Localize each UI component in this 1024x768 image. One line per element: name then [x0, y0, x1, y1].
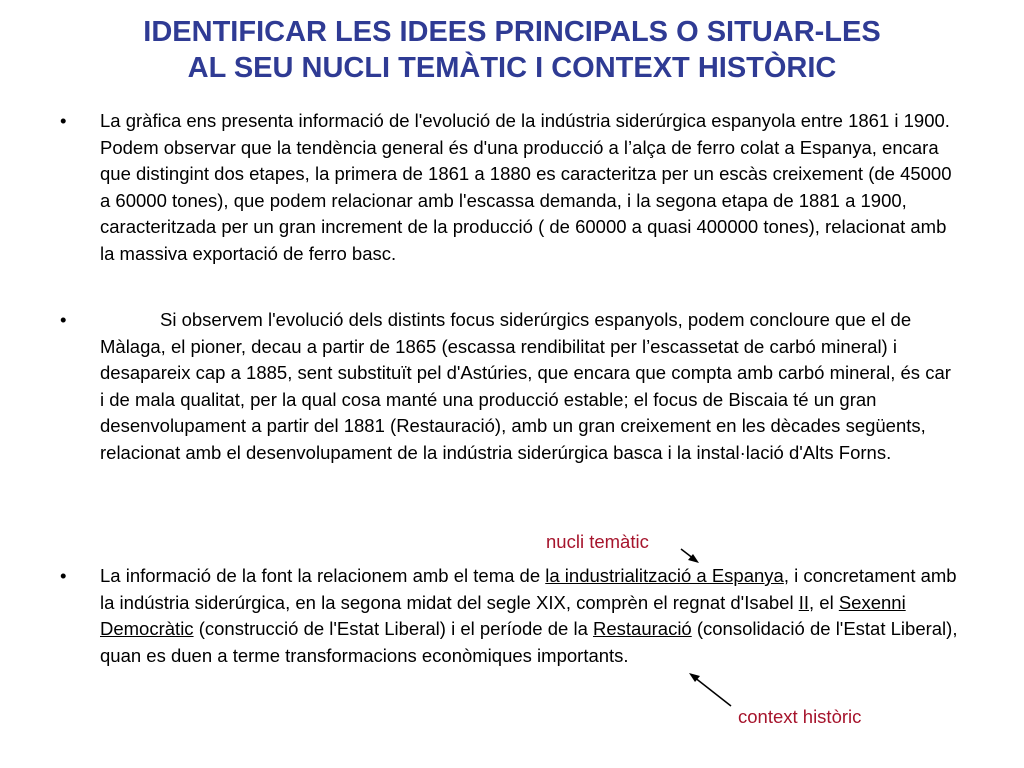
bullet-text-part: (construcció de l'Estat Liberal) i el període de la — [193, 618, 593, 639]
bullet-text: Si observem l'evolució dels distints focus siderúrgics espanyols, podem concloure que el de Màlaga, el pioner, decau a partir de 1865 (escassa rendibilitat per l’escassetat de carbó mineral) i desapareix cap a 1885, sent substituït pel d'Astúries, que encara que compta amb carbó mineral, és car i de mala qualitat, per la qual cosa manté una producció estable; el focus de Biscaia té un gran desenvolupament a partir del 1881 (Restauració), amb un gran creixement en les dècades següents, relacionat amb el desenvolupament de la indústria siderúrgica basca i la instal·lació d'Alts Forns. — [100, 309, 951, 463]
bullet-text-part: La informació de la font la relacionem amb el tema de — [100, 565, 546, 586]
arrow-nucli-icon — [681, 549, 699, 563]
bullet-text-part: , i concretament amb la indústria siderúrgica, en la segona midat del segle XIX, comprèn el regnat d'Isabel — [100, 565, 957, 613]
underlined-isabel-ii: II — [798, 591, 809, 613]
bullet-dot-icon: • — [60, 565, 67, 586]
annotation-nucli-tematic: nucli temàtic — [546, 531, 649, 552]
underlined-sexenni: Sexenni Democràtic — [100, 591, 906, 639]
bullet-text-part: (consolidació de l'Estat Liberal), quan es duen a terme transformacions econòmiques importants. — [100, 618, 958, 666]
bullet-dot-icon: • — [60, 110, 67, 131]
underlined-restauracio: Restauració — [593, 618, 692, 639]
annotation-context-historic: context històric — [738, 706, 862, 727]
underlined-topic-industrialization: la industrialització a Espanya — [545, 565, 784, 586]
bullet-text: La gràfica ens presenta informació de l'evolució de la indústria siderúrgica espanyola entre 1861 i 1900. Podem observar que la tendència general és d'una producció a l’alça de ferro colat a Espanya, encara que distingint dos etapes, la primera de 1861 a 1880 es caracteritza per un escàs creixement (de 45000 a 60000 tones), que podem relacionar amb l'escassa demanda, i la segona etapa de 1881 a 1900, caracteritzada per un gran increment de la producció ( de 60000 a quasi 400000 tones), relacionat amb la massiva exportació de ferro basc. — [100, 110, 952, 264]
arrow-context-icon — [689, 673, 731, 706]
bullet-dot-icon: • — [60, 309, 67, 330]
title-line-2: AL SEU NUCLI TEMÀTIC I CONTEXT HISTÒRIC — [187, 52, 837, 84]
title-line-1: IDENTIFICAR LES IDEES PRINCIPALS O SITUAR-LES — [143, 16, 881, 48]
bullet-text-part: , el — [809, 591, 839, 613]
